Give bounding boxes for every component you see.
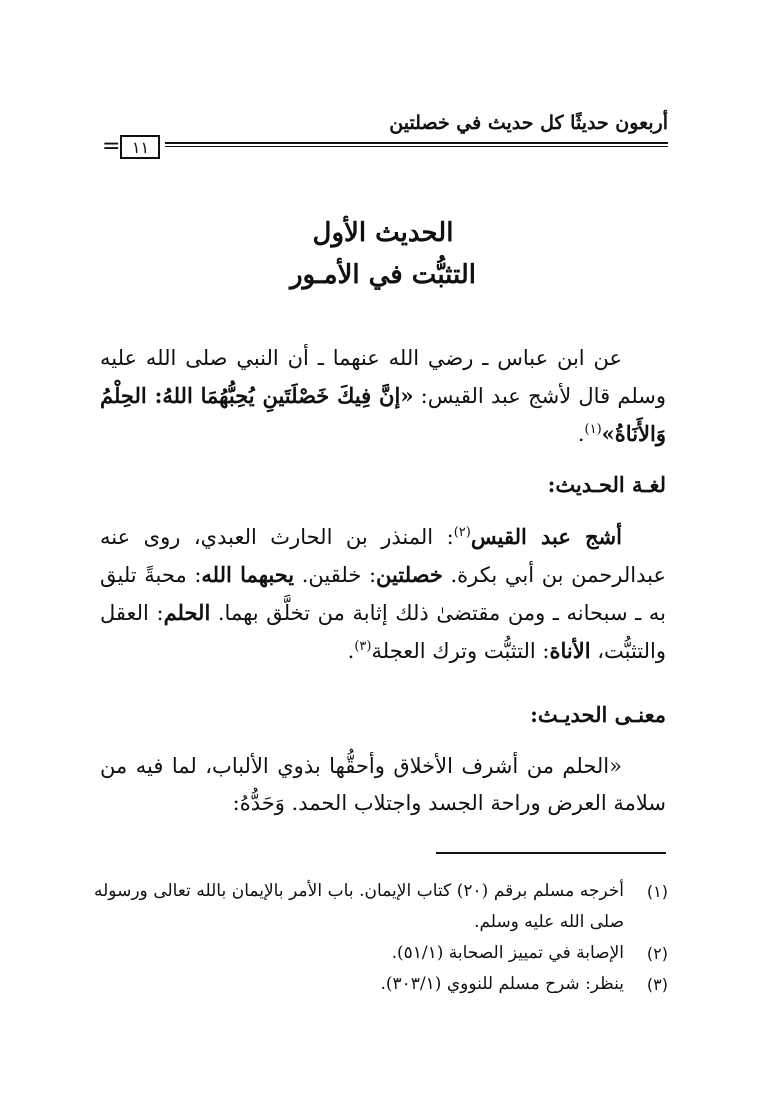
hadith-text: «إنَّ فِيكَ خَصْلَتَينِ يُحِبُّهُمَا اللهُ: الحِلْمُ وَالأَنَاةُ»	[100, 383, 666, 446]
footnote-text: أخرجه مسلم برقم (٢٠) كتاب الإيمان. باب الأمر بالإيمان بالله تعالى ورسوله صلى الله عليه وسلم.	[94, 881, 624, 932]
definition: : المنذر بن الحارث العبدي، روى عنه عبدالرحمن بن أبي بكرة.	[100, 525, 666, 587]
footnote-ref-1: (١)	[584, 422, 602, 437]
footnote-number: (١)	[646, 882, 668, 901]
footnote-ref-2: (٢)	[453, 525, 471, 540]
hadith-paragraph	[100, 340, 666, 453]
term: الأناة	[549, 638, 591, 663]
definition: : التثبُّت وترك العجلة	[371, 639, 550, 663]
chapter-subtitle: التثبُّت في الأمـور	[290, 260, 476, 290]
hadith-intro: عن ابن عباس ـ رضي الله عنهما ـ أن النبي صلى الله عليه وسلم قال لأشج عبد القيس:	[100, 346, 667, 408]
footnote-text: ينظر: شرح مسلم للنووي (٣٠٣/١).	[380, 974, 624, 994]
footnote-number: (٣)	[646, 975, 668, 994]
vocabulary-paragraph	[100, 518, 666, 670]
term: الحلم	[163, 600, 211, 625]
term: يحبهما الله	[201, 562, 295, 587]
header-rule	[165, 142, 668, 144]
term: أشج عبد القيس	[470, 524, 622, 549]
definition: .	[347, 639, 355, 663]
section-heading-meaning: معنـى الحديـث:	[530, 702, 666, 727]
page-number: ١١	[120, 135, 160, 159]
footnote-separator	[436, 852, 666, 854]
chapter-titles	[0, 212, 766, 296]
footnote-number: (٢)	[646, 944, 668, 963]
footnote	[94, 876, 668, 938]
term: خصلتين	[376, 562, 443, 587]
definition: : محبةً تليق به ـ سبحانه ـ ومن مقتضىٰ ذلك إثابة من تخلَّق بهما.	[100, 563, 666, 625]
page-number-box	[98, 135, 160, 159]
hadith-end: .	[577, 422, 585, 446]
definition: : العقل والتثبُّت،	[100, 601, 666, 663]
footnote	[94, 938, 668, 969]
chapter-title: الحديث الأول	[312, 218, 454, 248]
footnote	[94, 969, 668, 1000]
section-heading-language: لغـة الحـديث:	[547, 472, 666, 497]
footnote-ref-3: (٣)	[354, 639, 372, 654]
header-rule-thin	[165, 146, 668, 147]
meaning-paragraph: «الحلم من أشرف الأخلاق وأحقُّها بذوي الألباب، لما فيه من سلامة العرض وراحة الجسد واجتلاب الحمد. وَحَدُّهُ:	[100, 754, 666, 815]
double-rule-mark: =	[102, 134, 121, 159]
running-title: أربعون حديثًا كل حديث في خصلتين	[389, 112, 668, 134]
definition: : خلقين.	[294, 563, 377, 587]
footnotes	[94, 876, 668, 1000]
footnote-text: الإصابة في تمييز الصحابة (٥١/١).	[391, 943, 624, 963]
